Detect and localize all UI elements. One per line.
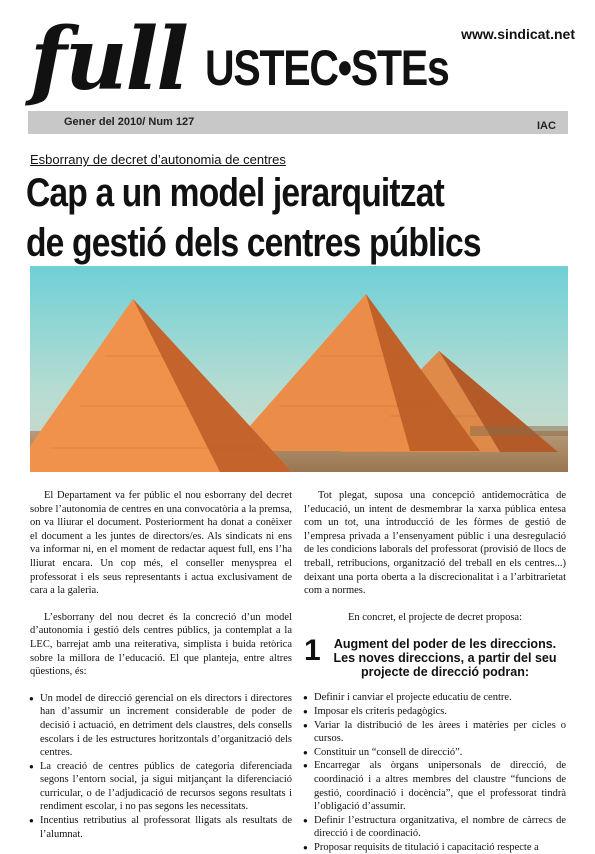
article-column-left	[30, 489, 292, 841]
issue-date: Gener del 2010/ Num 127	[64, 116, 195, 128]
list-item: ● Definir l’estructura organitzativa, el nombre de càrrecs de direcció i de coordinació.	[304, 814, 566, 841]
list-item: ● Un model de direcció gerencial on els directors i directores han d’assumir un increment considerable de poder de decisió i actuació, en detriment dels claustres, dels consells escolars i de les estructures horitzontals d’organització dels centres.	[30, 692, 292, 760]
bullet-list	[30, 692, 292, 842]
article-kicker: Esborrany de decret d’autonomia de centres	[30, 152, 286, 167]
headline-line-2: de gestió dels centres públics	[26, 221, 481, 265]
proposal-intro: En concret, el projecte de decret proposa:	[347, 611, 523, 623]
list-item: ● Encarregar als òrgans unipersonals de direcció, de coordinació i a altres membres del claustre “funcions de gestió, coordinació i docència”, que el professorat tindrà l’obligació d’assumir.	[304, 759, 566, 813]
issue-tag: IAC	[537, 120, 556, 132]
article-column-right	[304, 489, 566, 854]
headline-line-1: Cap a un model jerarquitzat	[26, 171, 444, 215]
article-paragraph: L’esborrany del nou decret és la concreció d’un model d’autonomia i gestió dels centres públics, ja contemplat a la LEC, barrejat amb una reiterativa, simplista i buida retòrica sobre la millora de l’educació. El que planteja, entre altres qüestions, és:	[30, 611, 292, 678]
point-title: Augment del poder de les direccions. Les noves direccions, a partir del seu projecte de direcció podran:	[333, 637, 557, 680]
list-item: ● Proposar requisits de titulació i capacitació respecte a	[304, 841, 566, 854]
list-item: ● Imposar els criteris pedagògics.	[304, 705, 566, 719]
masthead-url[interactable]: www.sindicat.net	[461, 26, 575, 42]
masthead-full-logo: full	[30, 9, 187, 110]
list-item: ● Definir i canviar el projecte educatiu de centre.	[304, 691, 566, 705]
list-item: ● Variar la distribució de les àrees i matèries per cicles o cursos.	[304, 719, 566, 746]
list-item: ● La creació de centres públics de categoria diferenciada segons l’entorn social, ja sigui mitjançant la diferenciació curricular, o de l’adjudicació de recursos segons resultats i rendiment escolar, i no pas segons les necessitats.	[30, 760, 292, 814]
article-paragraph: Tot plegat, suposa una concepció antidemocràtica de l’educació, un intent de desmembrar la xarxa pública entesa com un tot, una introducció de les fòrmes de gestió de l’empresa privada a l’ensenyament públic i una desregulació de les condicions laborals del professorat (provisió de llocs de treball, retribucions, organització del treball en els centres...) deixant una porta oberta a la discrecionalitat i a l’arbitrarietat com a normes.	[304, 490, 566, 597]
bullet-list	[304, 691, 566, 854]
list-item: ● Incentius retributius al professorat lligats als resultats de l’alumnat.	[30, 814, 292, 841]
pyramids-photo	[30, 266, 568, 472]
point-number: 1	[304, 634, 321, 668]
list-item: ● Constituir un “consell de direcció”.	[304, 746, 566, 760]
article-paragraph: El Departament va fer públic el nou esborrany del decret sobre l’autonomia de centres en una convocatòria a la premsa, on va lliurar el document. Posteriorment ha donat a conèixer el document a les juntes de directors/es. Als sindicats ni ens va informar ni, en el moment de redactar aquest full, ens l’ha lliurat encara. Un cop més, el conseller menysprea el professorat i els seus representants i actua exclusivament de cara a la galeria.	[30, 490, 292, 597]
masthead-title: USTEC•STEs	[205, 40, 449, 96]
point-heading	[304, 634, 566, 680]
